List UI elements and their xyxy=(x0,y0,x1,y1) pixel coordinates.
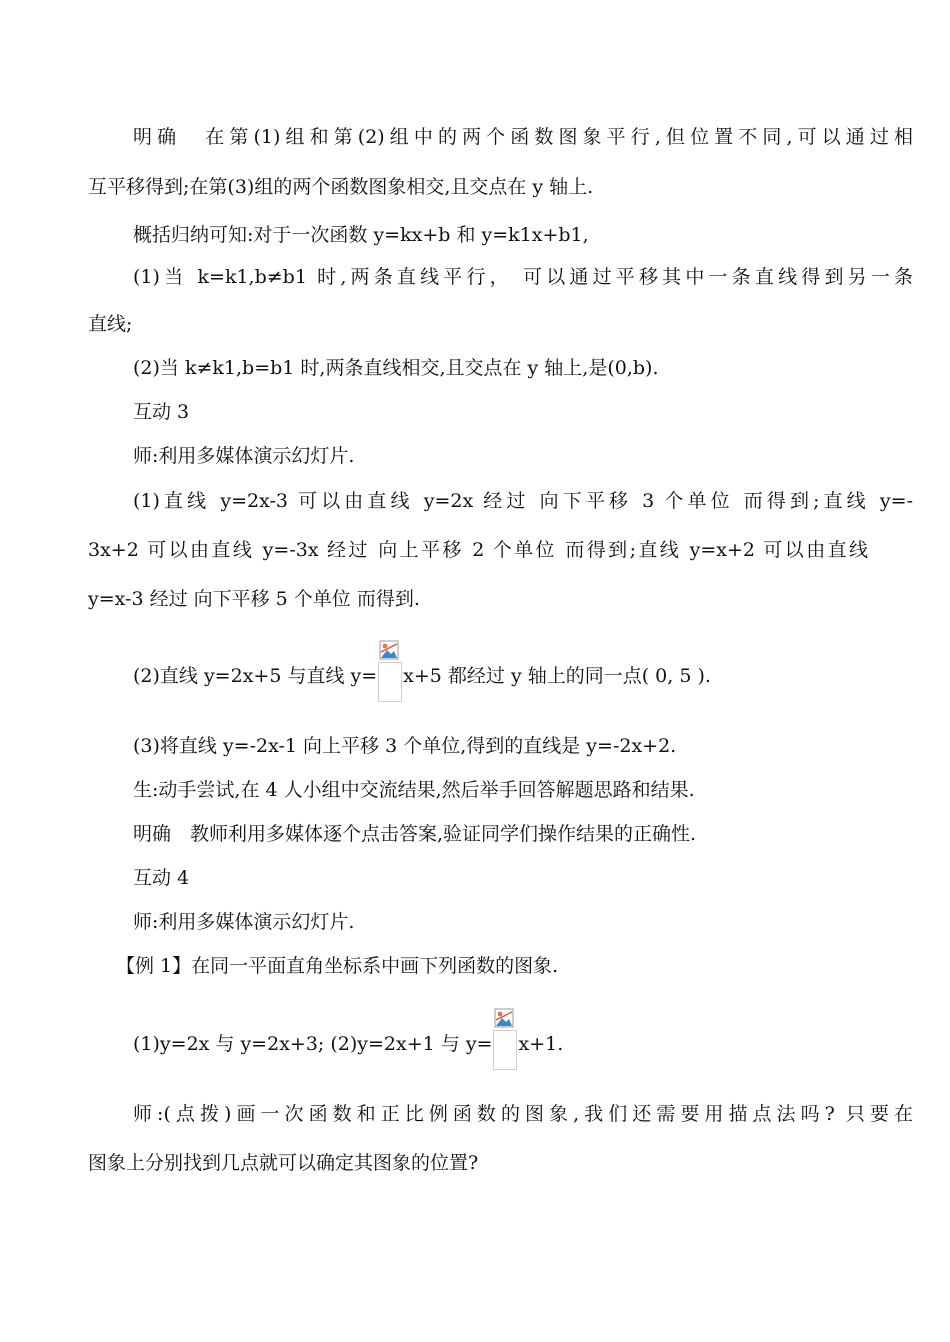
section-heading: 互动 4 xyxy=(133,867,190,889)
paragraph-line: y=x-3 经过 向下平移 5 个单位 而得到. xyxy=(88,588,420,610)
broken-image-icon xyxy=(494,1008,514,1028)
paragraph-line: 明确 在第(1)组和第(2)组中的两个函数图象平行,但位置不同,可以通过相 xyxy=(133,126,913,148)
text-run: x+5 都经过 y 轴上的同一点( 0, 5 ). xyxy=(403,665,711,687)
image-frame xyxy=(378,662,402,702)
paragraph-line-with-image xyxy=(133,661,913,691)
paragraph-line: 图象上分别找到几点就可以确定其图象的位置? xyxy=(88,1152,479,1174)
paragraph-line: 师:利用多媒体演示幻灯片. xyxy=(133,911,355,933)
image-frame xyxy=(493,1030,517,1070)
broken-image-placeholder xyxy=(493,1008,517,1070)
example-title: 【例 1】在同一平面直角坐标系中画下列函数的图象. xyxy=(116,955,559,977)
paragraph-line: 直线; xyxy=(88,313,133,335)
paragraph-line-with-image xyxy=(133,1029,913,1059)
paragraph-line: (1)直线 y=2x-3 可以由直线 y=2x 经过 向下平移 3 个单位 而得到;直线 y=- xyxy=(133,490,913,512)
paragraph-line: 生:动手尝试,在 4 人小组中交流结果,然后举手回答解题思路和结果. xyxy=(133,779,695,801)
section-heading: 互动 3 xyxy=(133,401,190,423)
paragraph-line: 师:利用多媒体演示幻灯片. xyxy=(133,445,355,467)
paragraph-line: 概括归纳可知:对于一次函数 y=kx+b 和 y=k1x+b1, xyxy=(133,224,589,246)
paragraph-line: (2)当 k≠k1,b=b1 时,两条直线相交,且交点在 y 轴上,是(0,b). xyxy=(133,357,659,379)
paragraph-line: 互平移得到;在第(3)组的两个函数图象相交,且交点在 y 轴上. xyxy=(88,176,594,198)
text-run: (1)y=2x 与 y=2x+3; (2)y=2x+1 与 y= xyxy=(133,1033,493,1055)
broken-image-placeholder xyxy=(378,640,402,702)
paragraph-line: 明确 教师利用多媒体逐个点击答案,验证同学们操作结果的正确性. xyxy=(133,823,697,845)
paragraph-line: 师:(点拨)画一次函数和正比例函数的图象,我们还需要用描点法吗? 只要在 xyxy=(133,1103,913,1125)
text-run: x+1. xyxy=(518,1033,564,1055)
text-run: (2)直线 y=2x+5 与直线 y= xyxy=(133,665,378,687)
paragraph-line: 3x+2 可以由直线 y=-3x 经过 向上平移 2 个单位 而得到;直线 y=x+2 可以由直线 xyxy=(88,539,868,561)
paragraph-line: (3)将直线 y=-2x-1 向上平移 3 个单位,得到的直线是 y=-2x+2. xyxy=(133,735,677,757)
paragraph-line: (1)当 k=k1,b≠b1 时,两条直线平行， 可以通过平移其中一条直线得到另一条 xyxy=(133,266,913,288)
broken-image-icon xyxy=(379,640,399,660)
